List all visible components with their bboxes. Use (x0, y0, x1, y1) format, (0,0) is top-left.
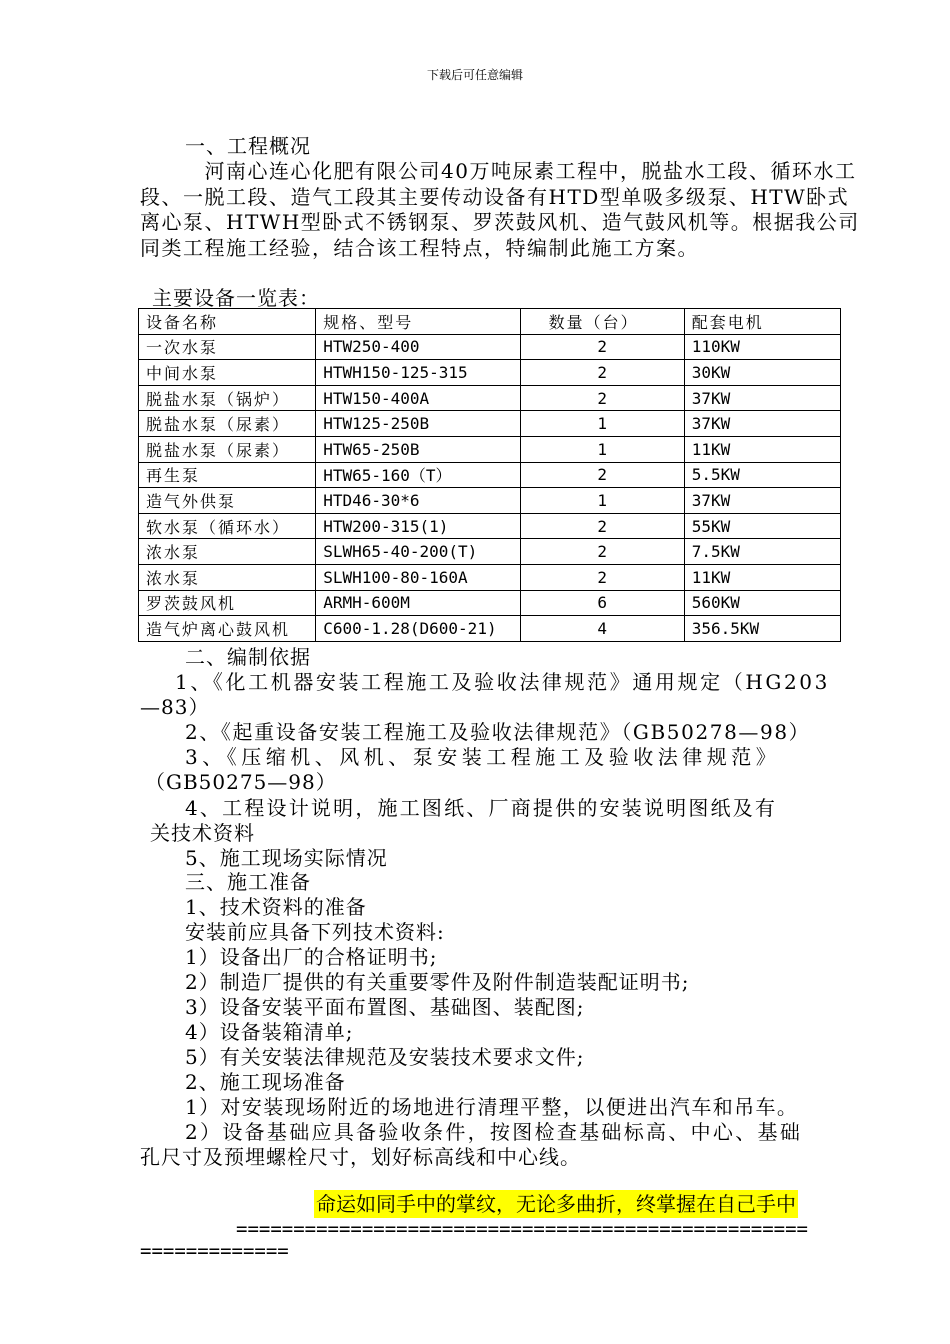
cell-qty: 2 (520, 462, 684, 488)
prep-sub1-title: 1、技术资料的准备 (185, 895, 367, 919)
header-motor: 配套电机 (684, 309, 840, 335)
header-note: 下载后可任意编辑 (426, 68, 523, 82)
cell-name: 软水泵（循环水） (139, 513, 316, 539)
prep-sub1-item: 4）设备装箱清单; (185, 1020, 354, 1044)
table-row (139, 616, 841, 642)
cell-qty: 1 (520, 411, 684, 437)
header-qty: 数量（台） (520, 309, 684, 335)
cell-qty: 2 (520, 513, 684, 539)
cell-name: 脱盐水泵（尿素） (139, 411, 316, 437)
cell-motor: 7.5KW (684, 539, 840, 565)
prep-sub1-intro: 安装前应具备下列技术资料: (185, 920, 445, 944)
basis-item-1b: —83） (140, 695, 210, 719)
cell-name: 脱盐水泵（尿素） (139, 436, 316, 462)
prep-sub2-item2a: 2）设备基础应具备验收条件，按图检查基础标高、中心、基础 (185, 1120, 803, 1144)
equals-separator-2: ============= (140, 1240, 289, 1262)
header-name: 设备名称 (139, 309, 316, 335)
cell-name: 造气外供泵 (139, 488, 316, 514)
cell-motor: 356.5KW (684, 616, 840, 642)
table-row (139, 513, 841, 539)
cell-qty: 6 (520, 590, 684, 616)
highlighted-quote: 命运如同手中的掌纹，无论多曲折，终掌握在自己手中 (316, 1192, 796, 1216)
cell-motor: 11KW (684, 436, 840, 462)
basis-item-1a: 1、《化工机器安装工程施工及验收法律规范》通用规定（HG203 (175, 670, 830, 694)
equals-separator-1: ================================================== (236, 1218, 808, 1240)
cell-spec: HTD46-30*6 (316, 488, 520, 514)
prep-sub2-item1: 1）对安装现场附近的场地进行清理平整，以便进出汽车和吊车。 (185, 1095, 799, 1119)
basis-item-4b: 关技术资料 (150, 821, 255, 845)
basis-item-5: 5、施工现场实际情况 (185, 846, 388, 870)
cell-qty: 1 (520, 488, 684, 514)
section1-title: 一、工程概况 (185, 134, 311, 158)
table-row (139, 590, 841, 616)
cell-name: 造气炉离心鼓风机 (139, 616, 316, 642)
basis-item-3b: （GB50275—98） (145, 770, 337, 794)
cell-motor: 110KW (684, 334, 840, 360)
cell-name: 脱盐水泵（锅炉） (139, 385, 316, 411)
cell-motor: 5.5KW (684, 462, 840, 488)
cell-spec: HTW125-250B (316, 411, 520, 437)
section3-title: 三、施工准备 (185, 870, 311, 894)
table-row (139, 462, 841, 488)
table-row (139, 360, 841, 386)
cell-spec: ARMH-600M (316, 590, 520, 616)
header-spec: 规格、型号 (316, 309, 520, 335)
prep-sub2-title: 2、施工现场准备 (185, 1070, 346, 1094)
cell-spec: HTW65-160（T） (316, 462, 520, 488)
prep-sub1-item: 5）有关安装法律规范及安装技术要求文件; (185, 1045, 585, 1069)
cell-qty: 4 (520, 616, 684, 642)
cell-qty: 2 (520, 334, 684, 360)
cell-name: 罗茨鼓风机 (139, 590, 316, 616)
cell-qty: 1 (520, 436, 684, 462)
basis-item-2: 2、《起重设备安装工程施工及验收法律规范》（GB50278—98） (185, 720, 811, 744)
cell-spec: HTW200-315(1) (316, 513, 520, 539)
equipment-table (138, 308, 841, 642)
prep-sub1-item: 3）设备安装平面布置图、基础图、装配图; (185, 995, 585, 1019)
table-caption: 主要设备一览表： (152, 286, 320, 310)
cell-qty: 2 (520, 564, 684, 590)
cell-motor: 37KW (684, 385, 840, 411)
cell-qty: 2 (520, 360, 684, 386)
table-row (139, 488, 841, 514)
cell-motor: 560KW (684, 590, 840, 616)
section2-title: 二、编制依据 (185, 645, 311, 669)
cell-motor: 30KW (684, 360, 840, 386)
cell-motor: 11KW (684, 564, 840, 590)
table-row (139, 539, 841, 565)
cell-name: 浓水泵 (139, 539, 316, 565)
table-header-row (139, 309, 841, 335)
cell-qty: 2 (520, 539, 684, 565)
table-row (139, 564, 841, 590)
section1-paragraph: 河南心连心化肥有限公司40万吨尿素工程中，脱盐水工段、循环水工段、一脱工段、造气工段其主要传动设备有HTD型单吸多级泵、HTW卧式离心泵、HTWH型卧式不锈钢泵、罗茨鼓风机、造气鼓风机等。根据我公司同类工程施工经验，结合该工程特点，特编制此施工方案。 (140, 159, 860, 260)
table-row (139, 334, 841, 360)
cell-name: 中间水泵 (139, 360, 316, 386)
table-row (139, 436, 841, 462)
prep-sub2-item2b: 孔尺寸及预埋螺栓尺寸，划好标高线和中心线。 (140, 1145, 581, 1169)
cell-motor: 37KW (684, 411, 840, 437)
cell-qty: 2 (520, 385, 684, 411)
cell-spec: HTWH150-125-315 (316, 360, 520, 386)
cell-name: 再生泵 (139, 462, 316, 488)
cell-motor: 55KW (684, 513, 840, 539)
cell-motor: 37KW (684, 488, 840, 514)
cell-name: 一次水泵 (139, 334, 316, 360)
cell-spec: HTW150-400A (316, 385, 520, 411)
cell-name: 浓水泵 (139, 564, 316, 590)
prep-sub1-item: 2）制造厂提供的有关重要零件及附件制造装配证明书; (185, 970, 690, 994)
cell-spec: C600-1.28(D600-21) (316, 616, 520, 642)
cell-spec: SLWH100-80-160A (316, 564, 520, 590)
cell-spec: HTW65-250B (316, 436, 520, 462)
table-row (139, 385, 841, 411)
prep-sub1-item: 1）设备出厂的合格证明书; (185, 945, 438, 969)
basis-item-4a: 4、工程设计说明，施工图纸、厂商提供的安装说明图纸及有 (185, 796, 778, 820)
table-row (139, 411, 841, 437)
basis-item-3a: 3、《压缩机、风机、泵安装工程施工及验收法律规范》 (185, 745, 781, 769)
cell-spec: SLWH65-40-200(T) (316, 539, 520, 565)
cell-spec: HTW250-400 (316, 334, 520, 360)
